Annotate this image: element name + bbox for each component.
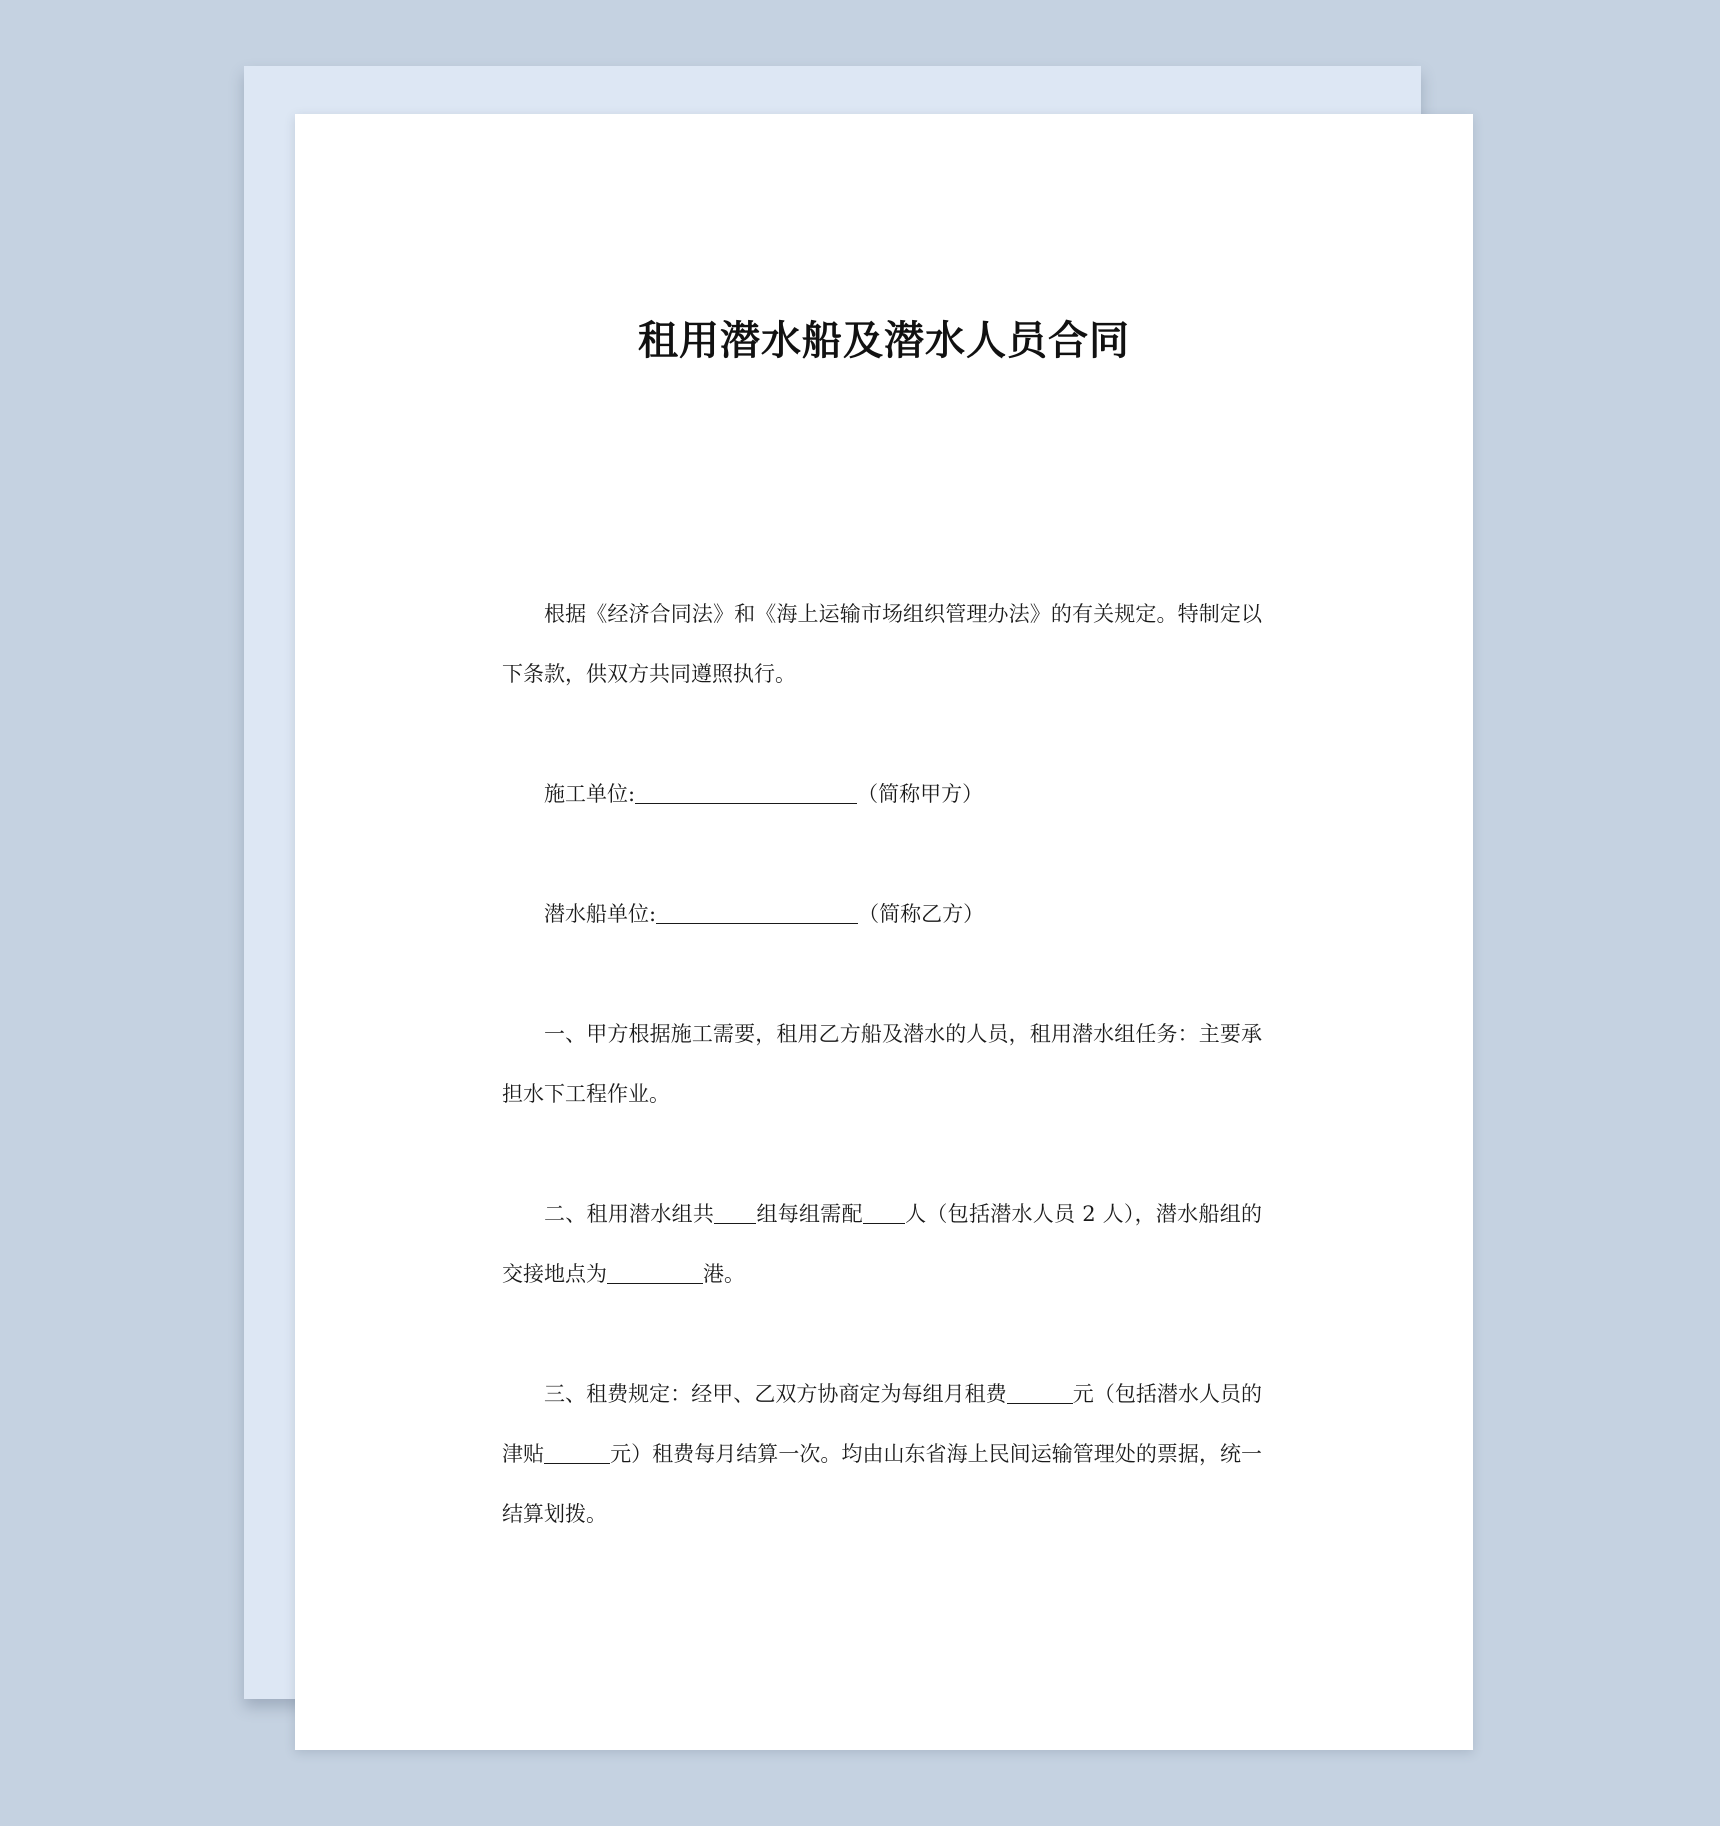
clause-3-text-c: 元）租费每月结算一次。均由山东省海上民间运输管理处的票据，统一结算划拨。 bbox=[502, 1442, 1262, 1526]
clause-2-text-b: 组每组需配 bbox=[756, 1202, 863, 1226]
port-blank bbox=[607, 1263, 703, 1284]
clause-3-text-a: 三、租费规定：经甲、乙双方协商定为每组月租费 bbox=[544, 1382, 1007, 1406]
party-b-suffix: （简称乙方） bbox=[858, 902, 985, 926]
clause-1: 一、甲方根据施工需要，租用乙方船及潜水的人员，租用潜水组任务：主要承担水下工程作业。 bbox=[502, 1022, 1262, 1106]
document-body bbox=[502, 584, 1262, 1544]
party-a-line bbox=[502, 764, 1262, 824]
clause-3 bbox=[502, 1364, 1262, 1544]
document-title: 租用潜水船及潜水人员合同 bbox=[638, 318, 1130, 364]
allowance-blank bbox=[544, 1443, 610, 1464]
party-b-blank bbox=[656, 903, 858, 924]
party-a-label: 施工单位: bbox=[544, 782, 636, 806]
intro-paragraph: 根据《经济合同法》和《海上运输市场组织管理办法》的有关规定。特制定以下条款，供双方共同遵照执行。 bbox=[502, 602, 1262, 686]
clause-2-text-c: 人（包括潜水人员 2 人），潜水船组的交接地点为 bbox=[502, 1202, 1263, 1286]
party-b-label: 潜水船单位: bbox=[544, 902, 657, 926]
group-count-blank bbox=[714, 1203, 756, 1224]
party-a-blank bbox=[635, 783, 857, 804]
monthly-fee-blank bbox=[1007, 1383, 1073, 1404]
clause-2 bbox=[502, 1184, 1262, 1304]
person-count-blank bbox=[863, 1203, 905, 1224]
party-b-line bbox=[502, 884, 1262, 944]
clause-2-text-d: 港。 bbox=[703, 1262, 745, 1286]
party-a-suffix: （简称甲方） bbox=[857, 782, 984, 806]
clause-3-text-b: 元（包括潜水人员的津贴 bbox=[502, 1382, 1263, 1466]
clause-2-text-a: 二、租用潜水组共 bbox=[544, 1202, 715, 1226]
document-page bbox=[295, 114, 1473, 1750]
